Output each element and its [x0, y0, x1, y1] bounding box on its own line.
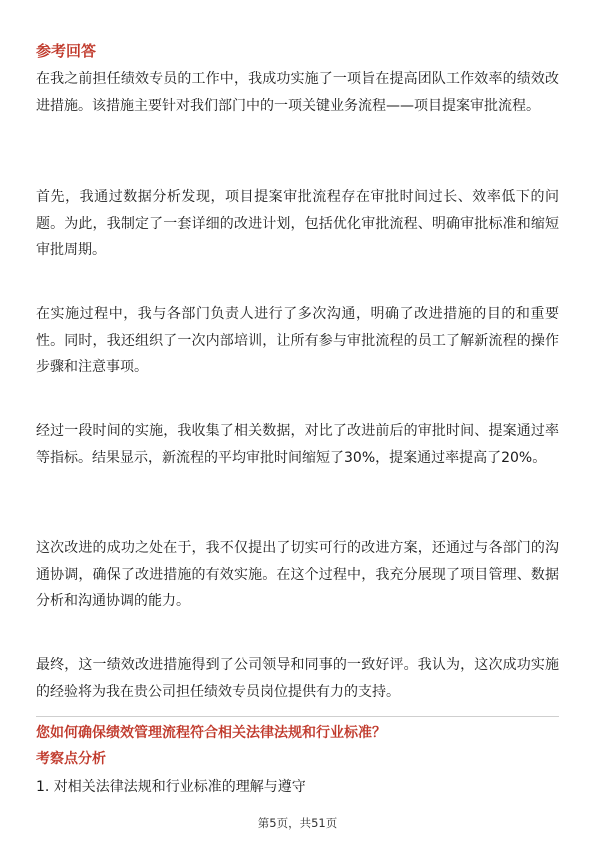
answer-paragraph-6: 最终，这一绩效改进措施得到了公司领导和同事的一致好评。我认为，这次成功实施的经验将为我在贵公司担任绩效专员岗位提供有力的支持。 [36, 657, 559, 700]
answer-paragraph-2: 首先，我通过数据分析发现，项目提案审批流程存在审批时间过长、效率低下的问题。为此，我制定了一套详细的改进计划，包括优化审批流程、明确审批标准和缩短审批周期。 [36, 189, 559, 258]
answer-paragraph-1: 在我之前担任绩效专员的工作中，我成功实施了一项旨在提高团队工作效率的绩效改进措施。该措施主要针对我们部门中的一项关键业务流程——项目提案审批流程。 [36, 71, 559, 114]
document-page [36, 0, 559, 842]
answer-paragraph-5: 这次改进的成功之处在于，我不仅提出了切实可行的改进方案，还通过与各部门的沟通协调，确保了改进措施的有效实施。在这个过程中，我充分展现了项目管理、数据分析和沟通协调的能力。 [36, 540, 559, 609]
answer-paragraph-3: 在实施过程中，我与各部门负责人进行了多次沟通，明确了改进措施的目的和重要性。同时，我还组织了一次内部培训，让所有参与审批流程的员工了解新流程的操作步骤和注意事项。 [36, 306, 559, 375]
section-divider [36, 716, 559, 717]
analysis-point-1: 1. 对相关法律法规和行业标准的理解与遵守 [36, 779, 306, 795]
reference-answer-heading: 参考回答 [36, 42, 97, 60]
question-title: 您如何确保绩效管理流程符合相关法律法规和行业标准？ [36, 725, 386, 741]
analysis-heading: 考察点分析 [36, 751, 106, 767]
page-footer: 第5页，共51页 [257, 816, 338, 830]
answer-paragraph-4: 经过一段时间的实施，我收集了相关数据，对比了改进前后的审批时间、提案通过率等指标。结果显示，新流程的平均审批时间缩短了30%，提案通过率提高了20%。 [36, 423, 559, 466]
